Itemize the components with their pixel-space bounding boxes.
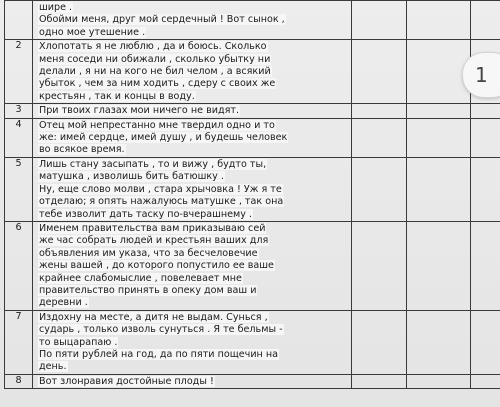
empty-answer-cell	[352, 1, 407, 40]
quote-line-text: крестьян , так и концы в воду.	[39, 90, 195, 102]
quote-line-text: крайнее слабомыслие , повелевает мне	[39, 272, 242, 284]
empty-answer-cell	[352, 40, 407, 104]
quote-line-text: отделаю; я опять нажалуюсь матушке , так она	[39, 196, 284, 208]
empty-answer-cell	[407, 221, 471, 310]
quote-line-text: Лишь стану засыпать , то и вижу , будто ты,	[39, 158, 267, 170]
quote-line	[38, 248, 348, 260]
table-row	[5, 118, 500, 157]
quote-line-text: убыток , чем за ним ходить , сдеру с своих же	[39, 78, 276, 90]
row-number: 3	[5, 104, 33, 118]
quote-line	[38, 171, 348, 183]
quote-line	[38, 361, 348, 373]
quote-cell	[33, 118, 352, 157]
quote-line-text: Именем правительства вам приказываю сей	[39, 222, 266, 234]
empty-answer-cell	[471, 221, 500, 310]
empty-answer-cell	[407, 40, 471, 104]
quote-line-text: матушка , изволишь бить батюшку .	[39, 171, 224, 183]
quote-cell	[33, 374, 352, 388]
quote-line-text: правительство принять в опеку дом ваш и	[39, 284, 257, 296]
empty-answer-cell	[471, 374, 500, 388]
empty-answer-cell	[471, 310, 500, 374]
quote-line	[38, 337, 348, 349]
quote-line	[38, 78, 348, 90]
quote-line	[38, 105, 348, 117]
empty-answer-cell	[471, 157, 500, 221]
quote-line	[38, 349, 348, 361]
quote-line-text: Вот злонравия достойные плоды !	[39, 375, 214, 387]
quote-line-text: же час собрать людей и крестьян ваших для	[39, 235, 269, 247]
quote-line	[38, 184, 348, 196]
quote-line	[38, 91, 348, 103]
empty-answer-cell	[352, 104, 407, 118]
row-number: 8	[5, 374, 33, 388]
quote-line-text: шире .	[39, 2, 73, 13]
quotes-table	[4, 0, 500, 389]
empty-answer-cell	[352, 157, 407, 221]
page-number-label: 1	[475, 63, 488, 87]
quotes-table-body	[5, 1, 500, 389]
quote-line	[38, 312, 348, 324]
quote-line-text: Издохну на месте, а дитя не выдам. Сунься ,	[39, 311, 268, 323]
quote-line-text: По пяти рублей на год, да по пяти пощечин на	[39, 348, 279, 360]
quote-line-text: во всякое время.	[39, 144, 125, 156]
quote-line	[38, 235, 348, 247]
empty-answer-cell	[352, 118, 407, 157]
empty-answer-cell	[407, 157, 471, 221]
quote-line-text: Отец мой непрестанно мне твердил одно и то	[39, 119, 275, 131]
quote-line-text: жены вашей , до которого попустило ее ваше	[39, 260, 274, 272]
empty-answer-cell	[407, 374, 471, 388]
page-number-badge	[462, 52, 500, 98]
quote-line	[38, 376, 348, 388]
quote-line	[38, 285, 348, 297]
quote-line	[38, 260, 348, 272]
empty-answer-cell	[471, 118, 500, 157]
quote-cell	[33, 310, 352, 374]
quote-line-text: деревни .	[39, 297, 88, 309]
quote-line	[38, 159, 348, 171]
quote-line-text: Хлопотать я не люблю , да и боюсь. Сколько	[39, 41, 267, 53]
empty-answer-cell	[407, 118, 471, 157]
quote-line	[38, 120, 348, 132]
quote-line	[38, 196, 348, 208]
table-row	[5, 1, 500, 40]
empty-answer-cell	[471, 104, 500, 118]
quote-line-text: одно мое утешение .	[39, 26, 146, 38]
quote-line	[38, 132, 348, 144]
quote-line-text: делали , я ни на кого не бил челом , а всякий	[39, 66, 271, 78]
row-number: 7	[5, 310, 33, 374]
quote-line	[38, 273, 348, 285]
quote-line-text: меня соседи ни обижали , сколько убытку ни	[39, 53, 271, 65]
quote-cell	[33, 221, 352, 310]
quote-line-text: объявления им указа, что за бесчеловечие	[39, 247, 258, 259]
quote-line	[38, 54, 348, 66]
quote-line-text: же: имей сердце, имей душу , и будешь человек	[39, 132, 288, 144]
quote-line	[38, 14, 348, 26]
quote-cell	[33, 40, 352, 104]
empty-answer-cell	[352, 374, 407, 388]
empty-answer-cell	[352, 310, 407, 374]
table-row	[5, 104, 500, 118]
quote-line	[38, 2, 348, 14]
table-row	[5, 374, 500, 388]
table-row	[5, 310, 500, 374]
quote-cell	[33, 104, 352, 118]
quote-cell	[33, 1, 352, 40]
quote-line	[38, 27, 348, 39]
empty-answer-cell	[407, 310, 471, 374]
quote-line-text: тебе изволит дать таску по-вчерашнему .	[39, 208, 253, 220]
empty-answer-cell	[407, 104, 471, 118]
quote-line	[38, 41, 348, 53]
quote-line	[38, 297, 348, 309]
empty-answer-cell	[352, 221, 407, 310]
row-number: 4	[5, 118, 33, 157]
quote-line-text: Ну, еще слово молви , стара хрычовка ! Уж я те	[39, 183, 282, 195]
quote-line-text: сударь , только изволь сунуться . Я те бельмы -	[39, 324, 283, 336]
row-number: 5	[5, 157, 33, 221]
row-number: 2	[5, 40, 33, 104]
table-row	[5, 221, 500, 310]
quote-line-text: то выцарапаю .	[39, 336, 118, 348]
quote-line	[38, 209, 348, 221]
quote-line-text: день.	[39, 361, 67, 373]
empty-answer-cell	[407, 1, 471, 40]
row-number: 6	[5, 221, 33, 310]
quote-line	[38, 144, 348, 156]
table-row	[5, 157, 500, 221]
quote-line-text: Обойми меня, друг мой сердечный ! Вот сынок ,	[39, 14, 285, 26]
quote-line	[38, 324, 348, 336]
table-row	[5, 40, 500, 104]
empty-answer-cell	[471, 1, 500, 40]
quote-line-text: При твоих глазах мои ничего не видят.	[39, 105, 240, 117]
row-number	[5, 1, 33, 40]
quote-cell	[33, 157, 352, 221]
quote-line	[38, 66, 348, 78]
quote-line	[38, 223, 348, 235]
